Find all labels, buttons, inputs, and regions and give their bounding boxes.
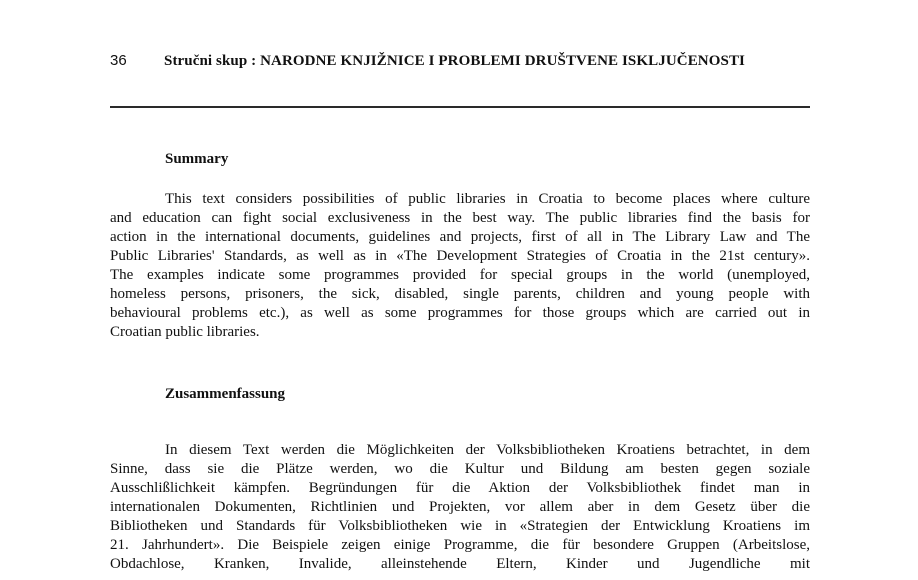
paragraph-line: and education can fight social exclusiveness in the best way. The public libraries find the basis for bbox=[110, 210, 810, 226]
paragraph-line: In diesem Text werden die Möglichkeiten der Volksbibliotheken Kroatiens betrachtet, in dem bbox=[165, 442, 810, 458]
zusammenfassung-heading: Zusammenfassung bbox=[165, 386, 286, 402]
paragraph-line: action in the international documents, guidelines and projects, first of all in The Library Law and The bbox=[110, 229, 810, 245]
header-title: Stručni skup : NARODNE KNJIŽNICE I PROBLEMI DRUŠTVENE ISKLJUČENOSTI bbox=[164, 53, 745, 69]
zusammenfassung-paragraph bbox=[110, 441, 810, 574]
header-divider bbox=[110, 106, 810, 108]
zusammenfassung-section bbox=[110, 385, 810, 574]
paragraph-line: Obdachlose, Kranken, Invalide, alleinstehende Eltern, Kinder und Jugendliche mit bbox=[110, 556, 810, 572]
paragraph-line: behavioural problems etc.), as well as some programmes for those groups which are carried out in bbox=[110, 305, 810, 321]
paragraph-line: Sinne, dass sie die Plätze werden, wo die Kultur und Bildung am besten gegen soziale bbox=[110, 461, 810, 477]
paragraph-line: Bibliotheken und Standards für Volksbibliotheken wie in «Strategien der Entwicklung Kroatiens im bbox=[110, 518, 810, 534]
summary-heading: Summary bbox=[165, 151, 229, 167]
paragraph-line: This text considers possibilities of public libraries in Croatia to become places where culture bbox=[165, 191, 810, 207]
summary-section bbox=[110, 150, 810, 342]
summary-paragraph bbox=[110, 190, 810, 342]
paragraph-line: The examples indicate some programmes provided for special groups in the world (unemployed, bbox=[110, 267, 810, 283]
paragraph-line: Ausschlißlichkeit kämpfen. Begründungen für die Aktion der Volksbibliothek findet man in bbox=[110, 480, 810, 496]
paragraph-line: 21. Jahrhundert». Die Beispiele zeigen einige Programme, die für besondere Gruppen (Arbeitslose, bbox=[110, 537, 810, 553]
page-number: 36 bbox=[110, 52, 127, 69]
paragraph-line: internationalen Dokumenten, Richtlinien und Projekten, vor allem aber in dem Gesetz über die bbox=[110, 499, 810, 515]
page-header bbox=[110, 0, 810, 71]
paragraph-line: Croatian public libraries. bbox=[110, 324, 260, 340]
paragraph-line: Public Libraries' Standards, as well as in «The Development Strategies of Croatia in the 21st century». bbox=[110, 248, 810, 264]
paragraph-line: homeless persons, prisoners, the sick, disabled, single parents, children and young people with bbox=[110, 286, 810, 302]
